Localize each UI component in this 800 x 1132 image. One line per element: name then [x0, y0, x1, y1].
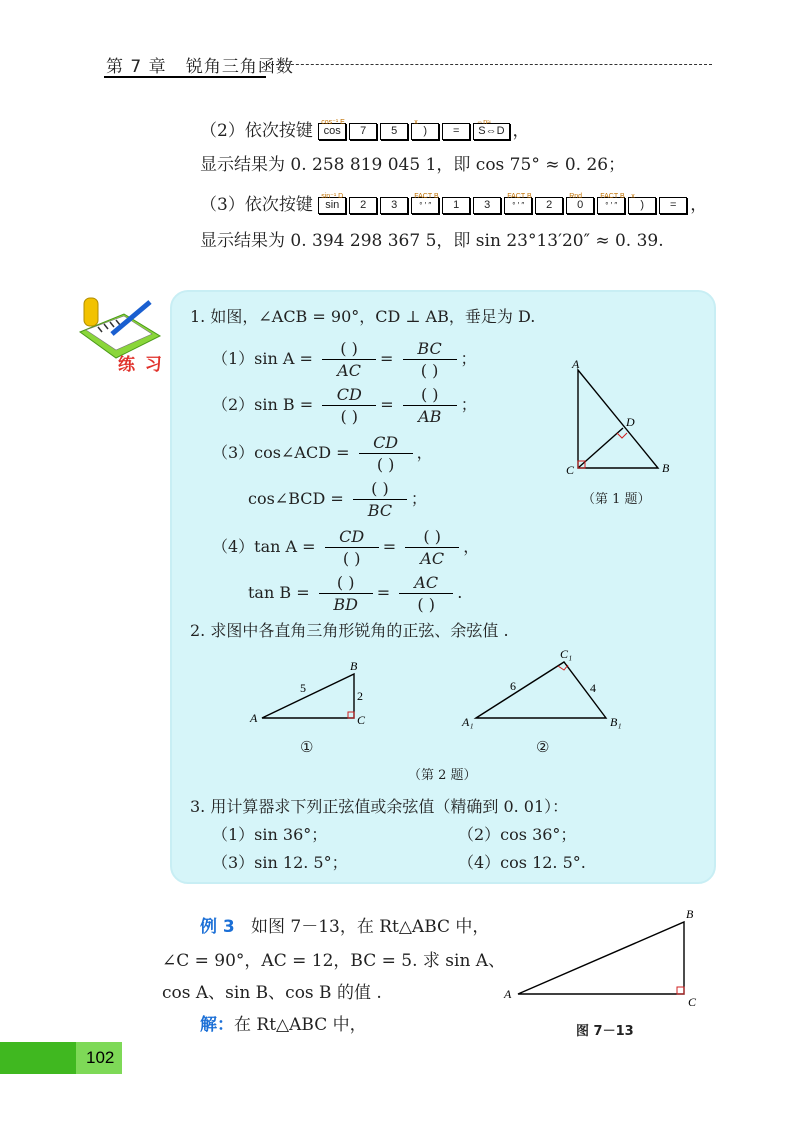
key-shift-label: cos⁻¹ E	[321, 119, 345, 126]
calculator-key	[349, 123, 377, 140]
header-underline	[104, 76, 266, 78]
right-angle-d	[617, 433, 627, 438]
calculator-key	[566, 193, 594, 214]
label-d: D	[626, 415, 635, 429]
side-4: 4	[590, 681, 596, 695]
solution-label: 解：	[200, 1015, 234, 1035]
label-c: C	[566, 463, 575, 477]
step3-line: （3）依次按键 sin⁻¹ D sin 2 3 FACT B ° ′ ″ 1 3 FACT B ° ′ ″ 2 Rnd 0 FACT B ° ′ ″ x ) = ，	[200, 190, 707, 215]
side-6: 6	[510, 679, 516, 693]
key-shift-label: ⇔n≈	[476, 119, 491, 126]
side-hyp: 5	[300, 681, 306, 695]
header-dashed-rule	[266, 64, 712, 65]
chapter-title: 锐角三角函数	[185, 57, 294, 77]
calculator-key	[659, 197, 687, 214]
calculator-key	[473, 119, 509, 140]
figure-2b-number: ②	[536, 738, 550, 756]
practice-label: 练 习	[118, 355, 164, 375]
step3-result: 显示结果为 0. 394 298 367 5，即 sin 23°13′20″ ≈ 0. 39.	[200, 231, 664, 251]
fraction: $\frac{CD}{( )}$	[325, 526, 379, 569]
key-shift-label: FACT B	[600, 193, 625, 200]
fraction: $\frac{( )}{BC}$	[353, 478, 407, 521]
figure-2b-triangle	[460, 648, 630, 730]
key-label: 3	[484, 199, 491, 211]
example-line-1	[200, 912, 489, 937]
step3-prefix: （3）依次按键	[200, 195, 313, 215]
fraction: $\frac{( )}{AC}$	[405, 526, 459, 569]
example-line-3: cos A、sin B、cos B 的值 .	[162, 983, 382, 1003]
calculator-key	[628, 193, 656, 214]
label-b: B	[686, 907, 694, 921]
calculator-key	[473, 197, 501, 214]
chapter-number: 第 7 章	[106, 57, 167, 77]
calculator-key	[318, 193, 346, 214]
calculator-key	[411, 193, 439, 214]
key-label: 3	[391, 199, 398, 211]
q2-text: 2. 求图中各直角三角形锐角的正弦、余弦值 .	[190, 621, 509, 640]
calculator-key	[442, 197, 470, 214]
key-shift-label: FACT B	[414, 193, 439, 200]
q1b-row: （2）sin B = $\frac{CD}{( )}$ = $\frac{( )}{AB}$ ；	[212, 385, 477, 426]
label-b1: B₁	[610, 715, 622, 729]
calculator-key	[535, 197, 563, 214]
step2-line: （2）依次按键 cos⁻¹ E cos 7 5 x ) = ⇔n≈ S⇔D ，	[200, 116, 530, 141]
q1d-prefix: （4）tan A =	[212, 537, 316, 556]
key-label: cos	[323, 125, 341, 137]
fraction: $\frac{( )}{BD}$	[319, 572, 373, 615]
key-label: )	[423, 125, 428, 137]
q3-item-4: （4）cos 12. 5°.	[458, 853, 586, 872]
key-shift-label: x	[631, 193, 635, 200]
figure-1-caption: （第 1 题）	[582, 492, 651, 507]
key-shift-label: x	[414, 119, 418, 126]
q1a-row: （1）sin A = $\frac{( )}{AC}$ = $\frac{BC}{( )}$ ；	[212, 339, 477, 380]
right-angle-c	[677, 987, 684, 994]
example-text-1: 如图 7－13，在 Rt△ABC 中，	[250, 917, 490, 937]
key-label: 0	[577, 199, 584, 211]
solution-text: 在 Rt△ABC 中，	[234, 1015, 367, 1035]
key-label: 2	[360, 199, 367, 211]
figure-7-13-triangle	[500, 904, 710, 1008]
key-label: 1	[453, 199, 460, 211]
label-c: C	[688, 995, 697, 1008]
solution-line	[200, 1010, 367, 1035]
q1b-prefix: （2）sin B =	[212, 395, 314, 414]
key-shift-label: sin⁻¹ D	[321, 193, 344, 200]
q1c2-row: cos∠BCD = $\frac{( )}{BC}$ ；	[248, 479, 427, 520]
fraction: $\frac{( )}{AC}$	[322, 338, 376, 381]
fraction: $\frac{CD}{( )}$	[322, 384, 376, 427]
figure-2-caption: （第 2 题）	[408, 768, 477, 783]
calculator-key	[597, 193, 625, 214]
q3-text: 3. 用计算器求下列正弦值或余弦值（精确到 0. 01）：	[190, 797, 569, 816]
key-shift-label: FACT B	[507, 193, 532, 200]
calculator-key	[504, 193, 532, 214]
triangle-abc	[578, 370, 658, 468]
key-label: S⇔D	[478, 125, 505, 137]
key-label: ° ′ ″	[605, 201, 618, 210]
step3-keys	[318, 193, 690, 214]
q1c-prefix: （3）cos∠ACD =	[212, 443, 350, 462]
calculator-key	[349, 197, 377, 214]
q1-text: 1. 如图，∠ACB = 90°，CD ⊥ AB，垂足为 D.	[190, 307, 536, 326]
label-c: C	[357, 713, 366, 727]
figure-1-triangle	[564, 360, 674, 480]
fraction: $\frac{( )}{AB}$	[403, 384, 457, 427]
key-label: 5	[391, 125, 398, 137]
figure-7-13-caption: 图 7－13	[576, 1024, 634, 1039]
example-label: 例 3	[200, 917, 235, 937]
key-shift-label: Rnd	[569, 193, 583, 200]
key-label: )	[640, 199, 645, 211]
calculator-key	[442, 123, 470, 140]
side-leg: 2	[357, 689, 363, 703]
q1d2-prefix: tan B =	[248, 583, 310, 602]
page-number: 102	[86, 1048, 115, 1067]
fraction: $\frac{AC}{( )}$	[399, 572, 453, 615]
q3-item-1: （1）sin 36°；	[212, 825, 328, 844]
key-label: 2	[546, 199, 553, 211]
label-c1: C₁	[560, 648, 573, 661]
q1c2-prefix: cos∠BCD =	[248, 489, 344, 508]
calculator-key	[318, 119, 346, 140]
step2-prefix: （2）依次按键	[200, 121, 313, 141]
q3-item-3: （3）sin 12. 5°；	[212, 853, 348, 872]
label-a: A	[572, 360, 580, 371]
label-b: B	[350, 659, 358, 673]
calculator-key	[380, 123, 408, 140]
q1a-prefix: （1）sin A =	[212, 349, 313, 368]
label-b: B	[662, 461, 670, 475]
calculator-key	[380, 197, 408, 214]
step2-result: 显示结果为 0. 258 819 045 1，即 cos 75° ≈ 0. 26；	[200, 155, 626, 175]
key-label: ° ′ ″	[512, 201, 525, 210]
q1c-row: （3）cos∠ACD = $\frac{CD}{( )}$ ，	[212, 433, 433, 474]
key-label: ° ′ ″	[419, 201, 432, 210]
key-label: =	[670, 199, 677, 211]
q3-item-2: （2）cos 36°；	[458, 825, 577, 844]
figure-2a-number: ①	[300, 738, 314, 756]
label-a1: A₁	[462, 715, 474, 729]
q1d2-row: tan B = $\frac{( )}{BD}$ = $\frac{AC}{( )}$ .	[248, 573, 463, 614]
fraction: $\frac{BC}{( )}$	[403, 338, 457, 381]
fraction: $\frac{CD}{( )}$	[359, 432, 413, 475]
practice-panel	[170, 290, 716, 884]
example-line-2: ∠C = 90°，AC = 12，BC = 5. 求 sin A、	[162, 951, 506, 971]
label-a: A	[250, 711, 258, 725]
q1d-row: （4）tan A = $\frac{CD}{( )}$ = $\frac{( )}{AC}$ ，	[212, 527, 480, 568]
figure-2a-triangle	[244, 658, 374, 728]
page-number-bar-dark	[0, 1042, 76, 1074]
label-a: A	[504, 987, 512, 1001]
calculator-key	[411, 119, 439, 140]
key-label: 7	[360, 125, 367, 137]
key-label: sin	[325, 199, 340, 211]
right-angle-c	[348, 712, 354, 718]
key-label: =	[453, 125, 460, 137]
